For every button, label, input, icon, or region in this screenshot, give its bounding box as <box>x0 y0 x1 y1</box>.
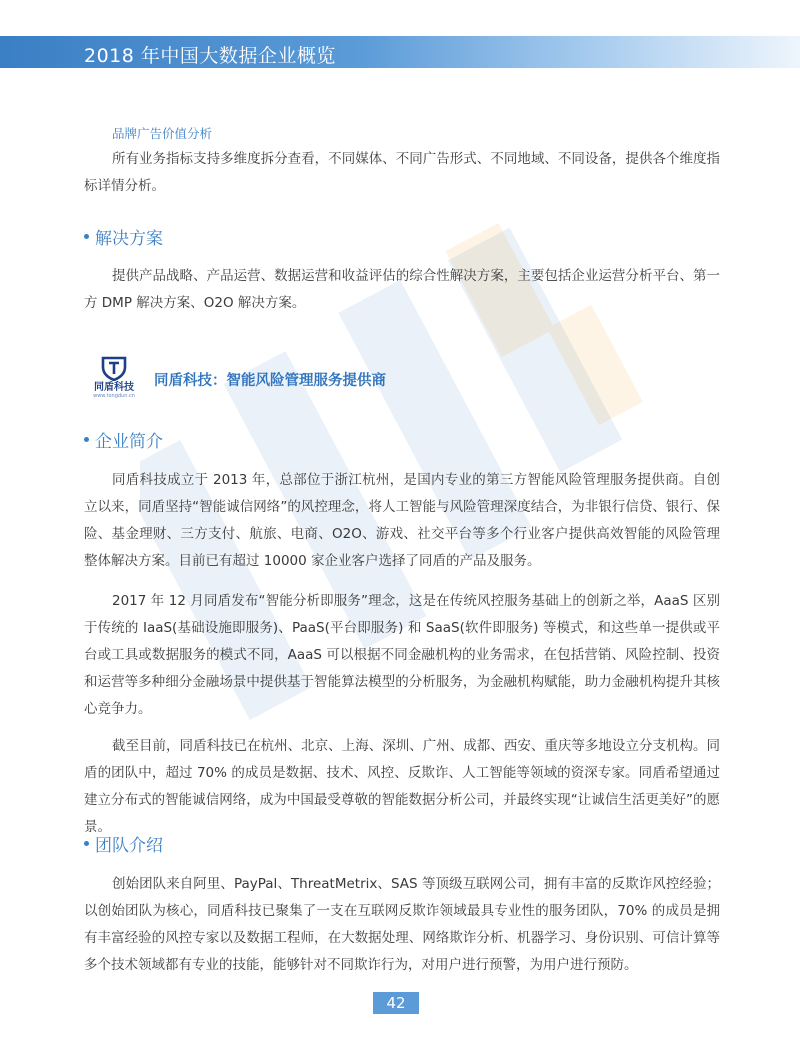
page-header-title: 2018 年中国大数据企业概览 <box>84 45 336 67</box>
brand-ad-paragraph: 所有业务指标支持多维度拆分查看，不同媒体、不同广告形式、不同地域、不同设备，提供各个维度指标详情分析。 <box>84 151 720 194</box>
bullet-icon <box>84 841 89 846</box>
company-logo <box>88 355 140 403</box>
page-number-badge: 42 <box>373 992 419 1014</box>
intro-heading <box>84 427 163 452</box>
company-title: 同盾科技：智能风险管理服务提供商 <box>154 372 386 389</box>
solutions-heading <box>84 224 163 249</box>
company-banner <box>88 355 386 403</box>
intro-heading-text: 企业简介 <box>95 432 163 452</box>
logo-text: 同盾科技 <box>94 382 134 393</box>
team-paragraph: 创始团队来自阿里、PayPal、ThreatMetrix、SAS 等顶级互联网公司，拥有丰富的反欺诈风控经验；以创始团队为核心，同盾科技已聚集了一支在互联网反欺诈领域最具专业性的服务团队，70% 的成员是拥有丰富经验的风控专家以及数据工程师，在大数据处理、网络欺诈分析、机器学习、身份识别、可信计算等多个技术领域都有专业的技能，能够针对不同欺诈行为，对用户进行预警，为用户进行预防。 <box>84 876 720 973</box>
team-heading-text: 团队介绍 <box>95 836 163 856</box>
bullet-icon <box>84 437 89 442</box>
bullet-icon <box>84 234 89 239</box>
brand-ad-value-subheading: 品牌广告价值分析 <box>112 126 213 141</box>
intro-paragraph-2: 2017 年 12 月同盾发布“智能分析即服务”理念，这是在传统风控服务基础上的创新之举，AaaS 区别于传统的 IaaS(基础设施即服务)、PaaS(平台即服务) 和 SaaS(软件即服务) 等模式，和这些单一提供或平台或工具或数据服务的模式不同，AaaS 可以根据不同金融机构的业务需求，在包括营销、风险控制、投资和运营等多种细分金融场景中提供基于智能算法模型的分析服务，为金融机构赋能，助力金融机构提升其核心竞争力。 <box>84 593 720 717</box>
intro-paragraph-3: 截至目前，同盾科技已在杭州、北京、上海、深圳、广州、成都、西安、重庆等多地设立分支机构。同盾的团队中，超过 70% 的成员是数据、技术、风控、反欺诈、人工智能等领域的资深专家。同盾希望通过建立分布式的智能诚信网络，成为中国最受尊敬的智能数据分析公司，并最终实现“让诚信生活更美好”的愿景。 <box>84 738 720 835</box>
solutions-heading-text: 解决方案 <box>95 229 163 249</box>
intro-paragraph-1: 同盾科技成立于 2013 年，总部位于浙江杭州，是国内专业的第三方智能风险管理服务提供商。自创立以来，同盾坚持“智能诚信网络”的风控理念，将人工智能与风险管理深度结合，为非银行信贷、银行、保险、基金理财、三方支付、航旅、电商、O2O、游戏、社交平台等多个行业客户提供高效智能的风险管理整体解决方案。目前已有超过 10000 家企业客户选择了同盾的产品及服务。 <box>84 472 720 569</box>
shield-logo-icon <box>100 355 128 381</box>
solutions-paragraph: 提供产品战略、产品运营、数据运营和收益评估的综合性解决方案，主要包括企业运营分析平台、第一方 DMP 解决方案、O2O 解决方案。 <box>84 268 720 311</box>
team-heading <box>84 831 163 856</box>
logo-url: www.tongdun.cn <box>93 393 135 399</box>
